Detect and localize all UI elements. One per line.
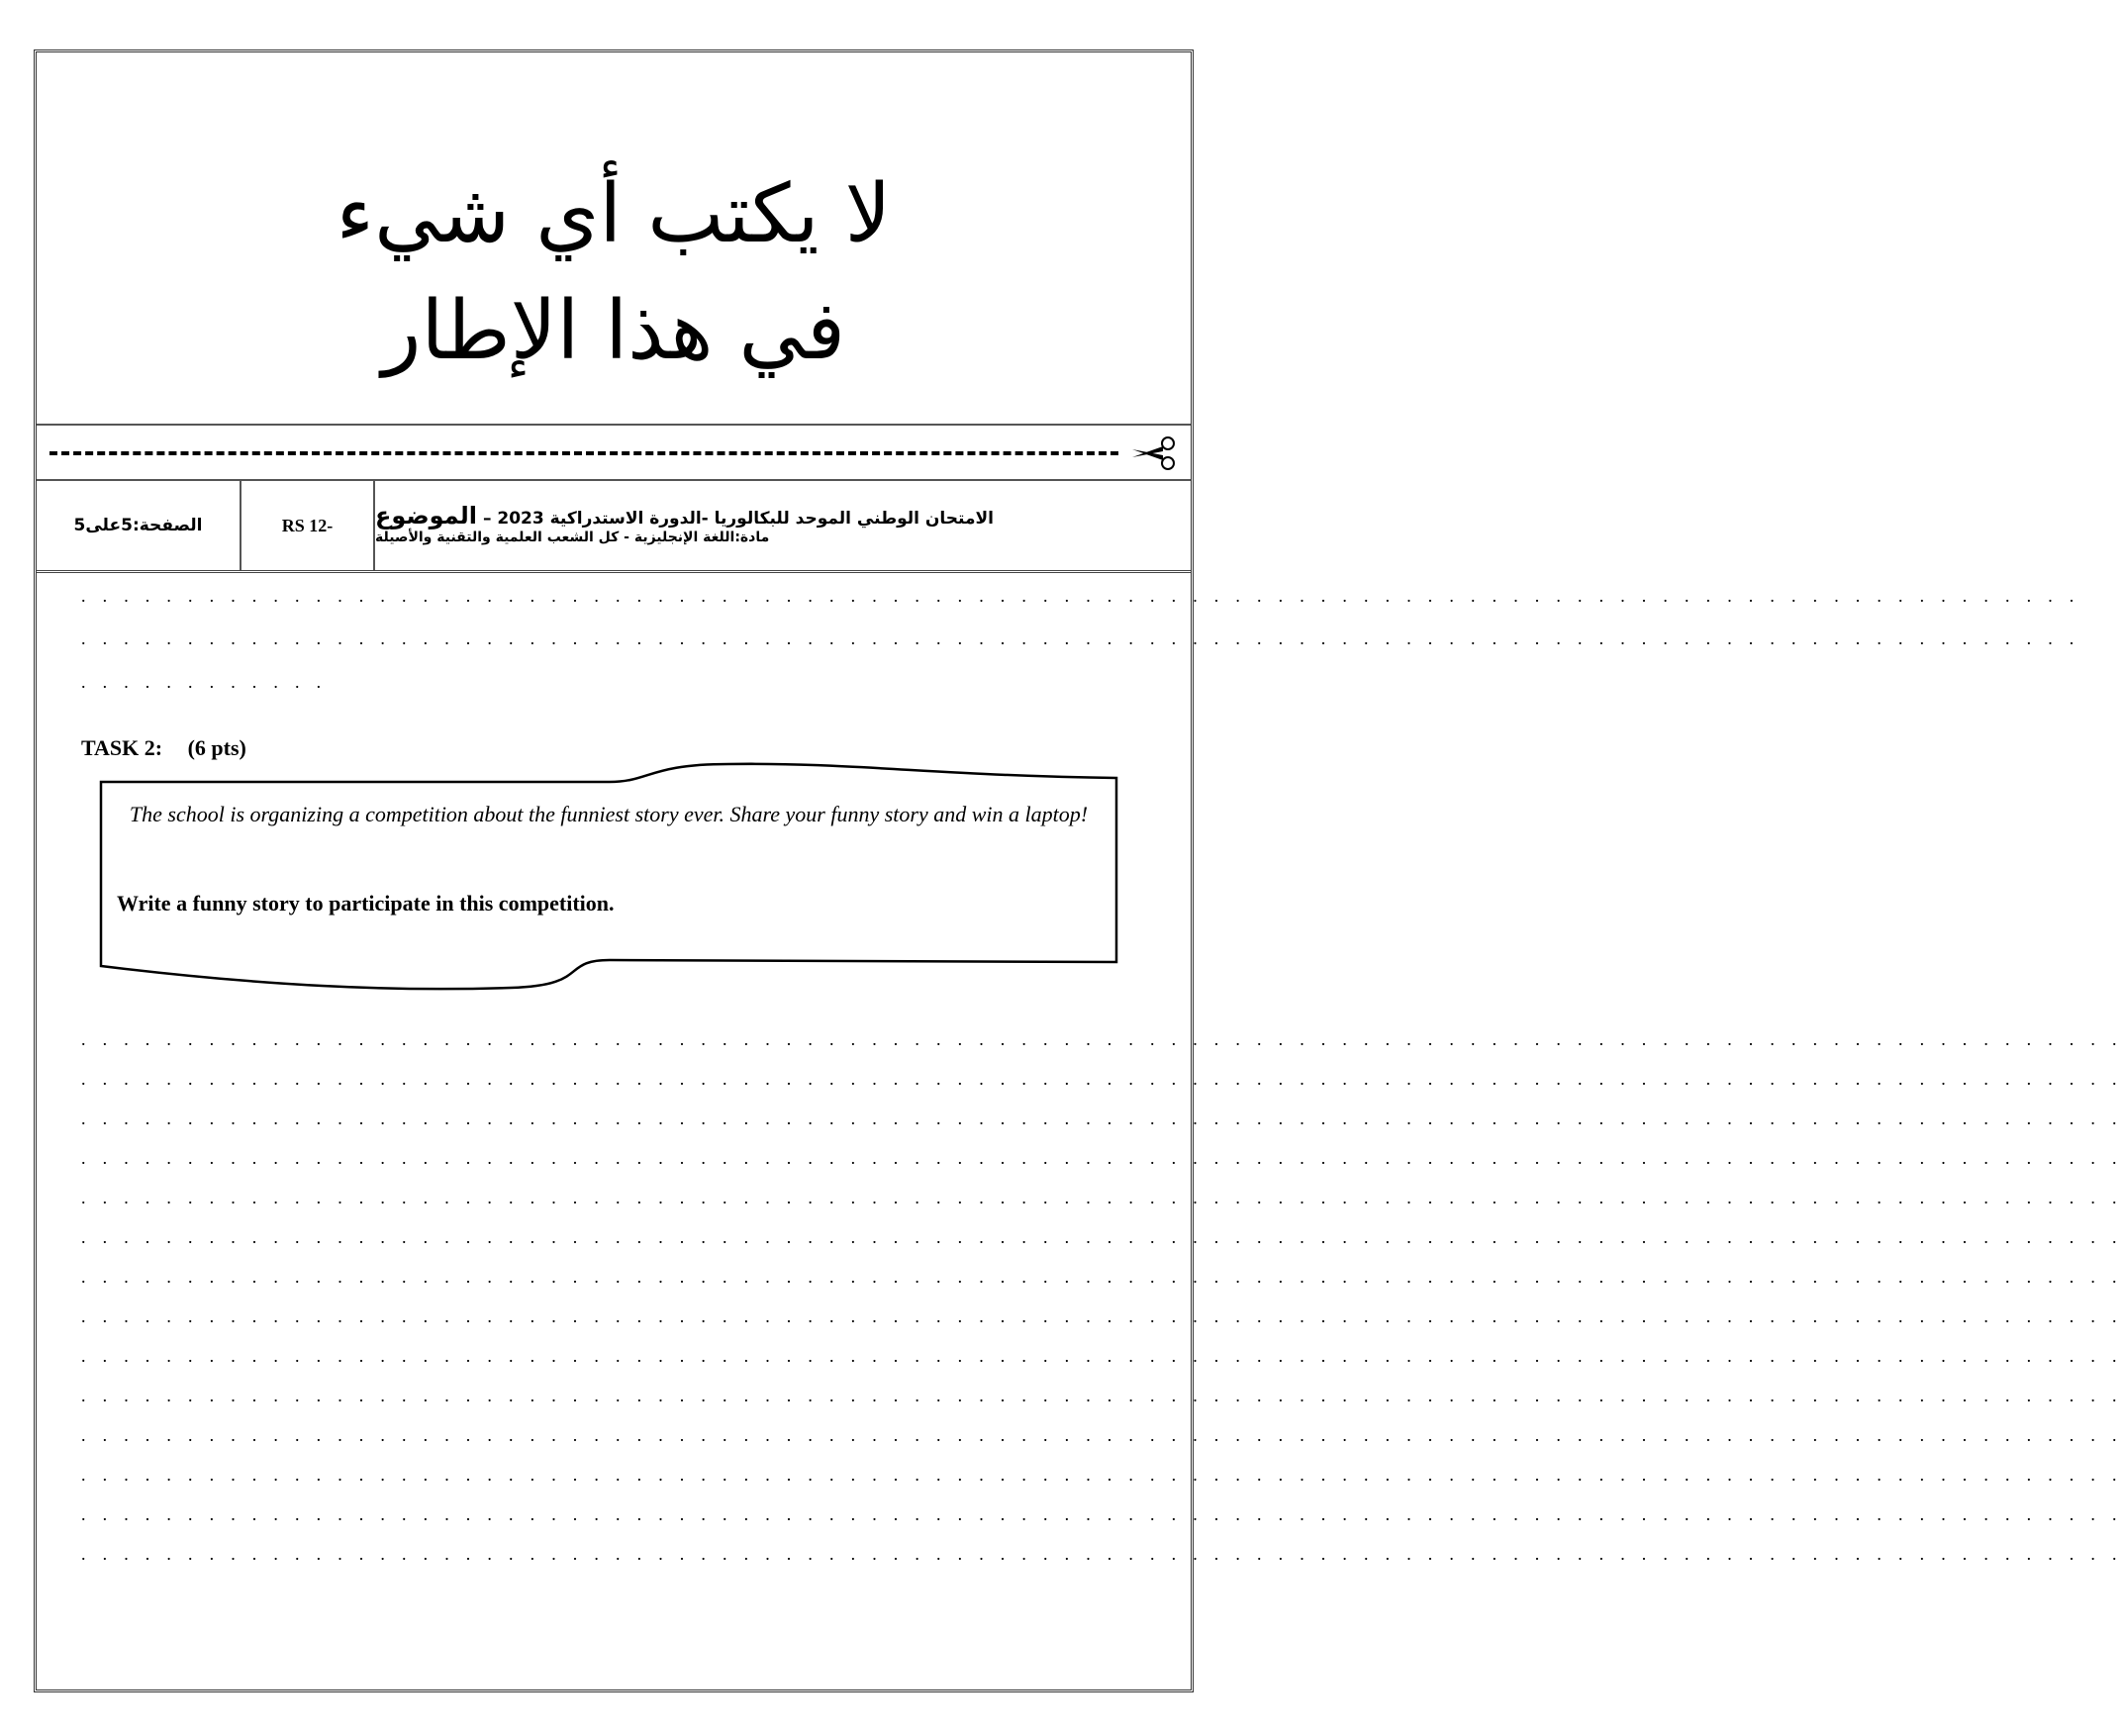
answer-line[interactable]: . . . . . . . . . . . . (81, 672, 328, 692)
answer-line[interactable]: . . . . . . . . . . . . . . . . . . . . . . . . . . . . . . . . . . . . . . . . . . . . . . . . . . . . . . . . . . . . . . . . . . . . . . . . . . . . . . . . . . . . . . . . . . . . . . . . (81, 1465, 2123, 1485)
answer-line[interactable]: . . . . . . . . . . . . . . . . . . . . . . . . . . . . . . . . . . . . . . . . . . . . . . . . . . . . . . . . . . . . . . . . . . . . . . . . . . . . . . . . . . . . . . . . . . . . . . . . (81, 1029, 2123, 1049)
scissors-icon (1128, 428, 1180, 479)
task-points: (6 pts) (187, 735, 246, 760)
exam-title-line-1 (375, 501, 994, 530)
answer-line[interactable]: . . . . . . . . . . . . . . . . . . . . . . . . . . . . . . . . . . . . . . . . . . . . . . . . . . . . . . . . . . . . . . . . . . . . . . . . . . . . . . . . . . . . . . . . . . . . . . . . (81, 1306, 2123, 1326)
answer-line[interactable]: . . . . . . . . . . . . . . . . . . . . . . . . . . . . . . . . . . . . . . . . . . . . . . . . . . . . . . . . . . . . . . . . . . . . . . . . . . . . . . . . . . . . . . . . . . . . . . . . (81, 1109, 2123, 1128)
task-heading (81, 735, 266, 761)
answer-line[interactable]: . . . . . . . . . . . . . . . . . . . . . . . . . . . . . . . . . . . . . . . . . . . . . . . . . . . . . . . . . . . . . . . . . . . . . . . . . . . . . . . . . . . . . . . . . . . . . . . . (81, 1227, 2123, 1247)
answer-line[interactable]: . . . . . . . . . . . . . . . . . . . . . . . . . . . . . . . . . . . . . . . . . . . . . . . . . . . . . . . . . . . . . . . . . . . . . . . . . . . . . . . . . . . . . . . . . . . . . . . . (81, 1544, 2123, 1564)
header-table (37, 481, 1191, 573)
notice-line-1: لا يكتب أي شيء (336, 167, 892, 261)
answer-line[interactable]: . . . . . . . . . . . . . . . . . . . . . . . . . . . . . . . . . . . . . . . . . . . . . . . . . . . . . . . . . . . . . . . . . . . . . . . . . . . . . . . . . . . . . . . . . . . . . . . . (81, 1267, 2123, 1287)
answer-line[interactable]: . . . . . . . . . . . . . . . . . . . . . . . . . . . . . . . . . . . . . . . . . . . . . . . . . . . . . . . . . . . . . . . . . . . . . . . . . . . . . . . . . . . . . . . . . . . . . . . . (81, 1386, 2123, 1405)
cut-rule-top (37, 424, 1191, 426)
answer-line[interactable]: . . . . . . . . . . . . . . . . . . . . . . . . . . . . . . . . . . . . . . . . . . . . . . . . . . . . . . . . . . . . . . . . . . . . . . . . . . . . . . . . . . . . . . . . . . . . . . (81, 628, 2080, 648)
cut-line (49, 451, 1118, 455)
banner-shape (95, 762, 1124, 1000)
task-instruction: Write a funny story to participate in this competition. (117, 891, 615, 916)
exam-title (375, 481, 1191, 570)
answer-line[interactable]: . . . . . . . . . . . . . . . . . . . . . . . . . . . . . . . . . . . . . . . . . . . . . . . . . . . . . . . . . . . . . . . . . . . . . . . . . . . . . . . . . . . . . . . . . . . . . . . . (81, 1188, 2123, 1207)
no-write-box (37, 52, 1191, 424)
page-indicator: الصفحة:5على5 (37, 481, 241, 570)
answer-line[interactable]: . . . . . . . . . . . . . . . . . . . . . . . . . . . . . . . . . . . . . . . . . . . . . . . . . . . . . . . . . . . . . . . . . . . . . . . . . . . . . . . . . . . . . . . . . . . . . . . . (81, 1425, 2123, 1445)
answer-line[interactable]: . . . . . . . . . . . . . . . . . . . . . . . . . . . . . . . . . . . . . . . . . . . . . . . . . . . . . . . . . . . . . . . . . . . . . . . . . . . . . . . . . . . . . . . . . . . . . . . . (81, 1504, 2123, 1524)
answer-line[interactable]: . . . . . . . . . . . . . . . . . . . . . . . . . . . . . . . . . . . . . . . . . . . . . . . . . . . . . . . . . . . . . . . . . . . . . . . . . . . . . . . . . . . . . . . . . . . . . . . . (81, 1346, 2123, 1366)
exam-subject: مادة:اللغة الإنجليزية - كل الشعب العلمية والتقنية والأصيلة (375, 529, 770, 545)
no-write-notice (37, 156, 1191, 390)
exam-code: RS 12- (241, 481, 375, 570)
notice-line-2: في هذا الإطار (381, 284, 846, 378)
answer-line[interactable]: . . . . . . . . . . . . . . . . . . . . . . . . . . . . . . . . . . . . . . . . . . . . . . . . . . . . . . . . . . . . . . . . . . . . . . . . . . . . . . . . . . . . . . . . . . . . . . . . (81, 1148, 2123, 1168)
task-label: TASK 2: (81, 735, 163, 760)
subject-word: الموضوع (375, 501, 478, 530)
answer-line[interactable]: . . . . . . . . . . . . . . . . . . . . . . . . . . . . . . . . . . . . . . . . . . . . . . . . . . . . . . . . . . . . . . . . . . . . . . . . . . . . . . . . . . . . . . . . . . . . . . (81, 586, 2080, 606)
task-banner (95, 762, 1124, 1000)
exam-session: الامتحان الوطني الموحد للبكالوريا -الدورة الاستدراكية 2023 – (482, 508, 994, 529)
answer-line[interactable]: . . . . . . . . . . . . . . . . . . . . . . . . . . . . . . . . . . . . . . . . . . . . . . . . . . . . . . . . . . . . . . . . . . . . . . . . . . . . . . . . . . . . . . . . . . . . . . . . (81, 1069, 2123, 1089)
task-prompt: The school is organizing a competition about the funniest story ever. Share your funny story and win a laptop! (129, 802, 1089, 826)
